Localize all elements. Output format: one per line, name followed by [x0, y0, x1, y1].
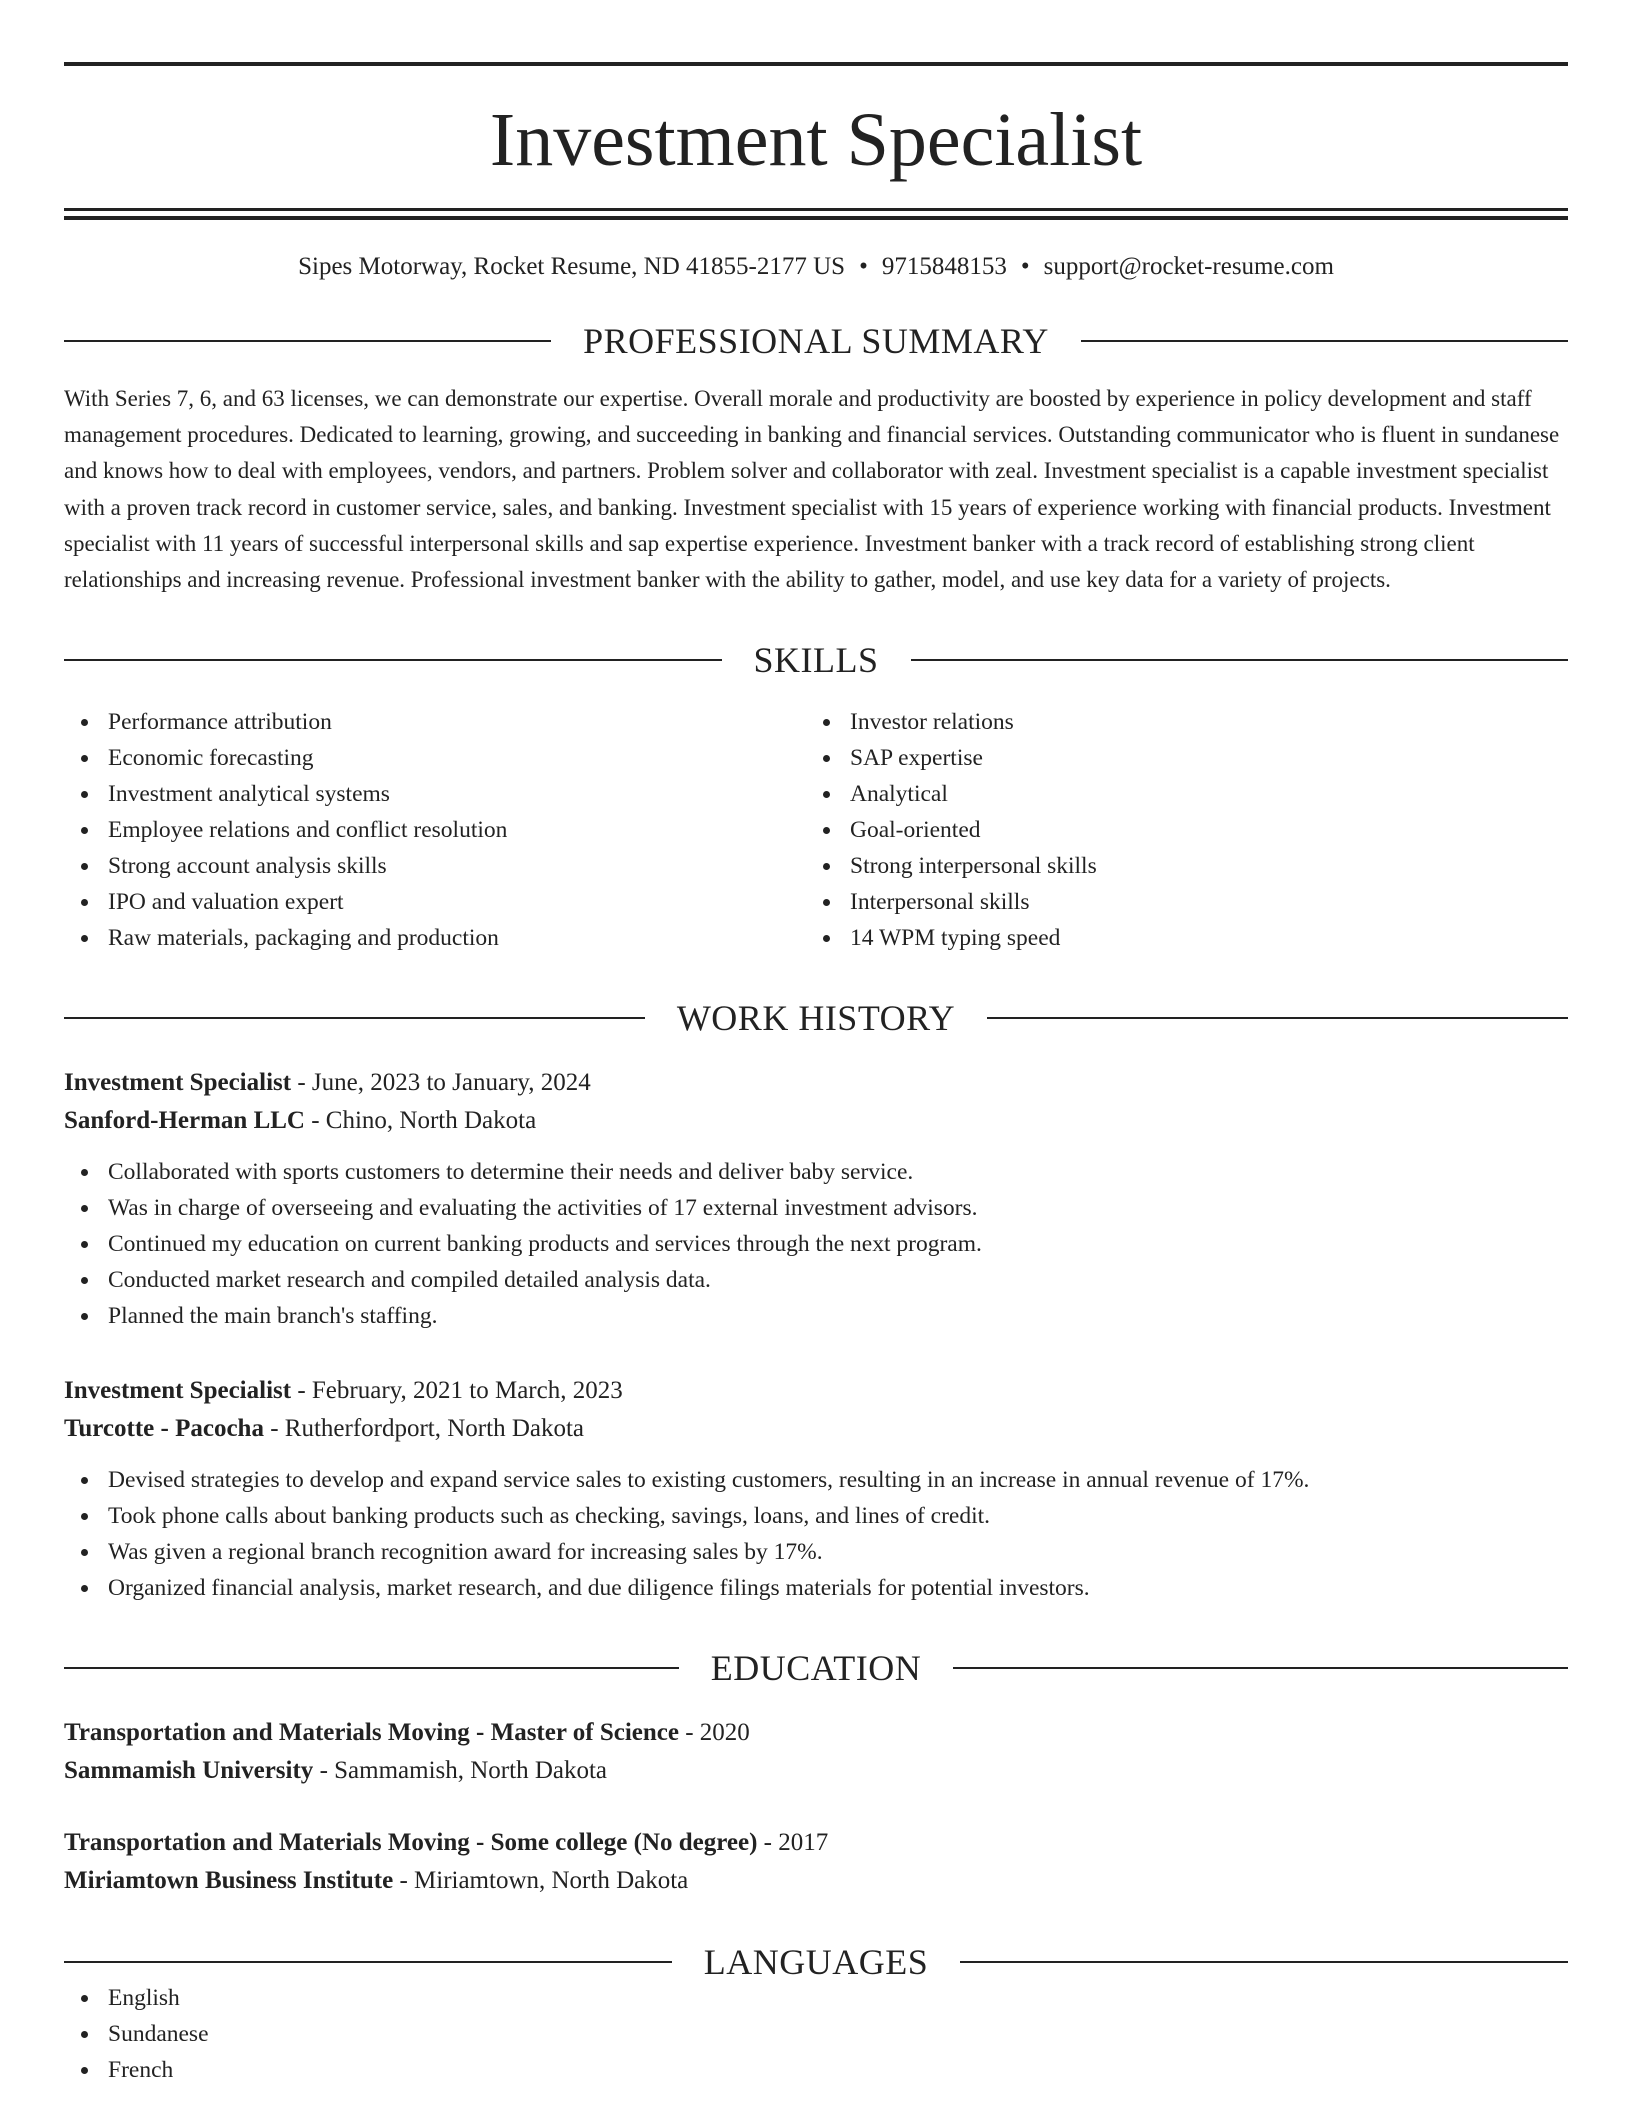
education-entry: [64, 1714, 1568, 1790]
language-item: Sundanese: [64, 2016, 1568, 2052]
skill-item: Interpersonal skills: [806, 884, 1548, 920]
school-line: [64, 1862, 1568, 1900]
section-title: PROFESSIONAL SUMMARY: [583, 321, 1049, 361]
summary-section-heading: [64, 323, 1568, 359]
job-duties: [64, 1154, 1568, 1334]
skills-column-right: [806, 704, 1548, 956]
graduation-year: - 2017: [757, 1829, 829, 1857]
school-name: Sammamish University: [64, 1757, 314, 1785]
section-title: LANGUAGES: [703, 1942, 929, 1983]
skill-item: Investment analytical systems: [64, 776, 806, 812]
languages-list: [64, 1980, 1568, 2088]
job-duty: Was in charge of overseeing and evaluating the activities of 17 external investment advisors.: [64, 1190, 1568, 1226]
contact-email: support@rocket-resume.com: [1043, 253, 1334, 280]
employer-line: [64, 1102, 1568, 1140]
section-title: EDUCATION: [710, 1648, 922, 1689]
job-duty: Conducted market research and compiled detailed analysis data.: [64, 1262, 1568, 1298]
degree-line: [64, 1824, 1568, 1862]
contact-line: [64, 254, 1568, 279]
education-section-heading: [64, 1648, 1568, 1689]
skill-item: SAP expertise: [806, 740, 1548, 776]
job-duty: Organized financial analysis, market research, and due diligence filings materials for potential investors.: [64, 1570, 1568, 1606]
school-location: - Miriamtown, North Dakota: [393, 1867, 689, 1895]
languages-section-heading: [64, 1942, 1568, 1983]
employer-name: Sanford-Herman LLC: [64, 1107, 305, 1135]
school-name: Miriamtown Business Institute: [64, 1867, 394, 1895]
job-title: Investment Specialist: [64, 1377, 292, 1405]
skill-item: IPO and valuation expert: [64, 884, 806, 920]
skill-item: Investor relations: [806, 704, 1548, 740]
language-item: French: [64, 2052, 1568, 2088]
divider: [953, 1667, 1568, 1669]
divider: [987, 1017, 1568, 1019]
job-dates: - June, 2023 to January, 2024: [291, 1069, 591, 1097]
divider: [64, 1667, 679, 1669]
divider: [64, 340, 551, 342]
job-duty: Collaborated with sports customers to determine their needs and deliver baby service.: [64, 1154, 1568, 1190]
resume-page: [64, 62, 1568, 2088]
employer-location: - Rutherfordport, North Dakota: [263, 1415, 585, 1443]
education-entry: [64, 1824, 1568, 1900]
job-duty: Was given a regional branch recognition award for increasing sales by 17%.: [64, 1534, 1568, 1570]
divider: [960, 1961, 1568, 1963]
section-title: SKILLS: [753, 640, 879, 681]
divider: [911, 659, 1569, 661]
contact-phone: 9715848153: [881, 253, 1007, 280]
skills-list: [64, 704, 1568, 956]
school-line: [64, 1752, 1568, 1790]
skills-section-heading: [64, 640, 1568, 681]
skill-item: Strong account analysis skills: [64, 848, 806, 884]
divider: [64, 1017, 645, 1019]
job-duties: [64, 1462, 1568, 1606]
job-duty: Devised strategies to develop and expand service sales to existing customers, resulting in an increase in annual revenue of 17%.: [64, 1462, 1568, 1498]
job-dates: - February, 2021 to March, 2023: [291, 1377, 623, 1405]
double-rule: [64, 208, 1568, 220]
contact-address: Sipes Motorway, Rocket Resume, ND 41855-2177 US: [298, 253, 846, 280]
divider: [64, 659, 722, 661]
job-duty: Took phone calls about banking products such as checking, savings, loans, and lines of credit.: [64, 1498, 1568, 1534]
skill-item: Strong interpersonal skills: [806, 848, 1548, 884]
job-title-line: [64, 1064, 1568, 1102]
skill-item: Employee relations and conflict resolution: [64, 812, 806, 848]
degree-line: [64, 1714, 1568, 1752]
skills-column-left: [64, 704, 806, 956]
skill-item: Raw materials, packaging and production: [64, 920, 806, 956]
graduation-year: - 2020: [678, 1719, 750, 1747]
job-title: Investment Specialist: [64, 1069, 292, 1097]
skill-item: Performance attribution: [64, 704, 806, 740]
employer-line: [64, 1410, 1568, 1448]
degree: Transportation and Materials Moving - Some college (No degree): [64, 1829, 758, 1857]
degree: Transportation and Materials Moving - Master of Science: [64, 1719, 679, 1747]
school-location: - Sammamish, North Dakota: [313, 1757, 608, 1785]
language-item: English: [64, 1980, 1568, 2016]
job-duty: Planned the main branch's staffing.: [64, 1298, 1568, 1334]
summary-text: With Series 7, 6, and 63 licenses, we can demonstrate our expertise. Overall morale and productivity are boosted by experience in policy development and staff management procedures. Dedicated to learning, growing, and succeeding in banking and financial services. Outstanding communicator who is fluent in sundanese and knows how to deal with employees, vendors, and partners. Problem solver and collaborator with zeal. Investment specialist is a capable investment specialist with a proven track record in customer service, sales, and banking. Investment specialist with 15 years of experience working with financial products. Investment specialist with 11 years of successful interpersonal skills and sap expertise experience. Investment banker with a track record of establishing strong client relationships and increasing revenue. Professional investment banker with the ability to gather, model, and use key data for a variety of projects.: [64, 386, 1560, 593]
job-title-line: [64, 1372, 1568, 1410]
job-duty: Continued my education on current banking products and services through the next program.: [64, 1226, 1568, 1262]
skill-item: Goal-oriented: [806, 812, 1548, 848]
section-title: WORK HISTORY: [676, 998, 956, 1039]
work-section-heading: [64, 998, 1568, 1039]
divider: [64, 1961, 672, 1963]
work-entry: [64, 1064, 1568, 1334]
resume-name: Investment Specialist: [489, 98, 1143, 182]
top-rule: [64, 62, 1568, 66]
skill-item: Economic forecasting: [64, 740, 806, 776]
skill-item: Analytical: [806, 776, 1548, 812]
contact-separator: •: [859, 253, 868, 280]
work-entry: [64, 1372, 1568, 1606]
divider: [1081, 340, 1568, 342]
contact-separator: •: [1020, 253, 1030, 280]
employer-name: Turcotte - Pacocha: [64, 1415, 264, 1443]
employer-location: - Chino, North Dakota: [304, 1107, 537, 1135]
skill-item: 14 WPM typing speed: [806, 920, 1548, 956]
